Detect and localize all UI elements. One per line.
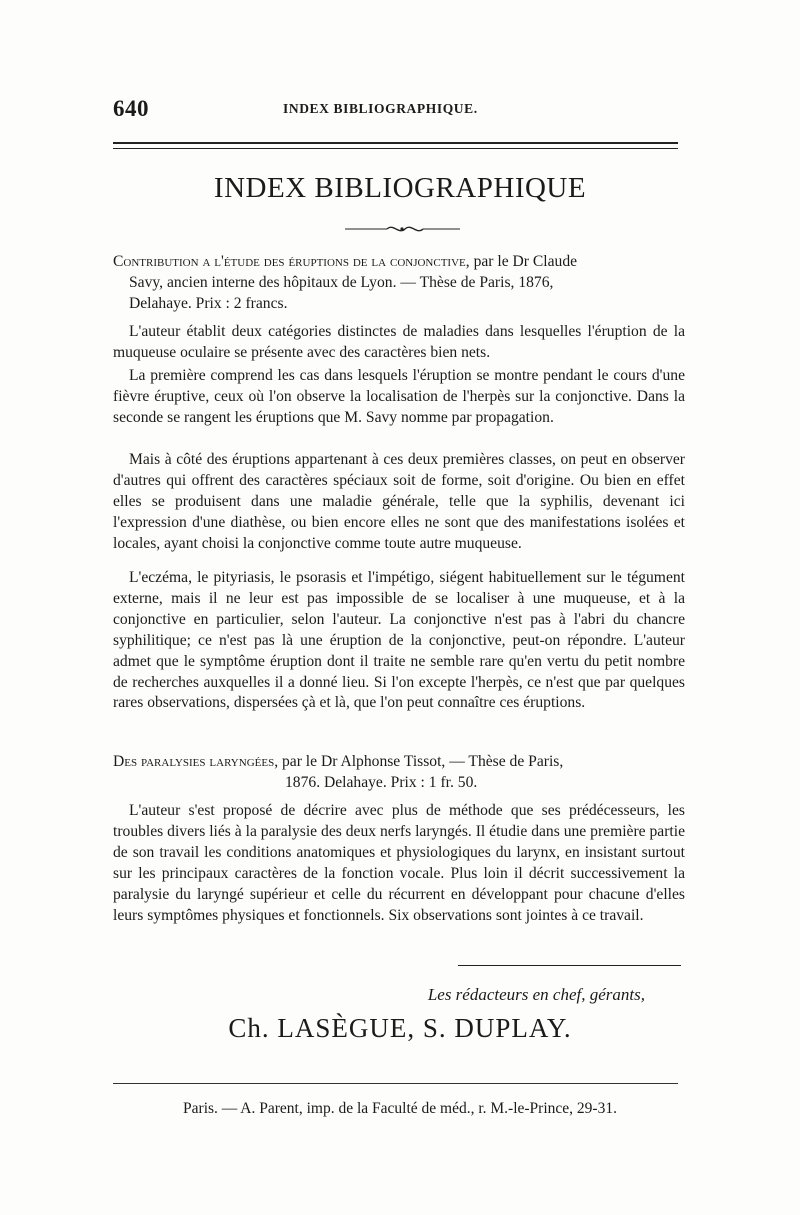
bibliography-entry-savy <box>113 252 685 314</box>
printer-imprint: Paris. — A. Parent, imp. de la Faculté de méd., r. M.-le-Prince, 29-31. <box>183 1100 617 1117</box>
running-head <box>113 96 678 126</box>
editors-names: Ch. LASÈGUE, S. DUPLAY. <box>228 1013 572 1043</box>
entry-author: par le Dr Alphonse Tissot, — Thèse de Paris, <box>282 753 564 770</box>
entry-details: 1876. Delahaye. Prix : 1 fr. 50. <box>285 773 478 791</box>
paragraph: Mais à côté des éruptions appartenant à ces deux premières classes, on peut en observer d'autres qui offrent des caractères spéciaux soit de forme, soit d'origine. Ou bien en effet elles se produisent dans une maladie générale, telle que la syphilis, devenant ici l'expression d'une diathèse, ou bien encore elles ne sont que des manifestations isolées et locales, ayant choisi la conjonctive comme toute autre muqueuse. <box>113 451 685 552</box>
entry-author: par le Dr Claude <box>473 253 578 270</box>
entry-publisher: Delahaye. Prix : 2 francs. <box>129 294 288 312</box>
paragraph: L'auteur établit deux catégories distinctes de maladies dans lesquelles l'éruption de la muqueuse oculaire se présente avec des caractères bien nets. <box>113 323 685 361</box>
paragraph: L'eczéma, le pityriasis, le psorasis et l'impétigo, siégent habituellement sur le tégument externe, mais il ne leur est pas impossible de se localiser à une muqueuse, et à la conjonctive en particulier, selon l'auteur. La conjonctive n'est pas à l'abri du chancre syphilitique; ce n'est pas là une éruption de la conjonctive, peut-on répondre. L'auteur admet que le symptôme éruption dont il traite ne semble rare qu'en vertu du petit nombre de recherches auxquelles il a donné lieu. Si l'on excepte l'herpès, ce n'est que par quelques rares observations, dispersées çà et là, que l'on peut connaître ces éruptions. <box>113 569 685 712</box>
entry-title: Des paralysies laryngées, <box>113 753 279 770</box>
header-double-rule <box>113 142 678 149</box>
running-title: INDEX BIBLIOGRAPHIQUE. <box>283 101 478 116</box>
entry-details: Savy, ancien interne des hôpitaux de Lyon. — Thèse de Paris, 1876, <box>129 273 554 291</box>
ornament-flourish-icon <box>345 222 460 236</box>
editors-label: Les rédacteurs en chef, gérants, <box>427 985 645 1004</box>
paragraph: L'auteur s'est proposé de décrire avec plus de méthode que ses prédécesseurs, les troubles divers liés à la paralysie des deux nerfs laryngés. Il étudie dans une première partie de son travail les conditions anatomiques et physiologiques du larynx, en insistant surtout sur les principaux caractères de la fonction vocale. Plus loin il décrit successivement la paralysie du laryngé supérieur et celle du récurrent en développant pour chacune d'elles leurs symptômes physiques et fonctionnels. Six observations sont jointes à ce travail. <box>113 802 685 924</box>
bibliography-entry-tissot <box>113 752 685 794</box>
entry-heading-line <box>113 752 685 773</box>
paragraph: La première comprend les cas dans lesquels l'éruption se montre pendant le cours d'une fièvre éruptive, ceux où l'on observe la localisation de l'herpès sur la conjonctive. Dans la seconde se rangent les éruptions que M. Savy nomme par propagation. <box>113 367 685 426</box>
entry-title: Contribution a l'étude des éruptions de la conjonctive, <box>113 253 470 270</box>
footer-rule <box>113 1083 678 1084</box>
page-number: 640 <box>113 96 149 121</box>
section-rule <box>458 965 681 966</box>
page-title: INDEX BIBLIOGRAPHIQUE <box>213 172 587 204</box>
entry-heading-line <box>113 252 685 273</box>
